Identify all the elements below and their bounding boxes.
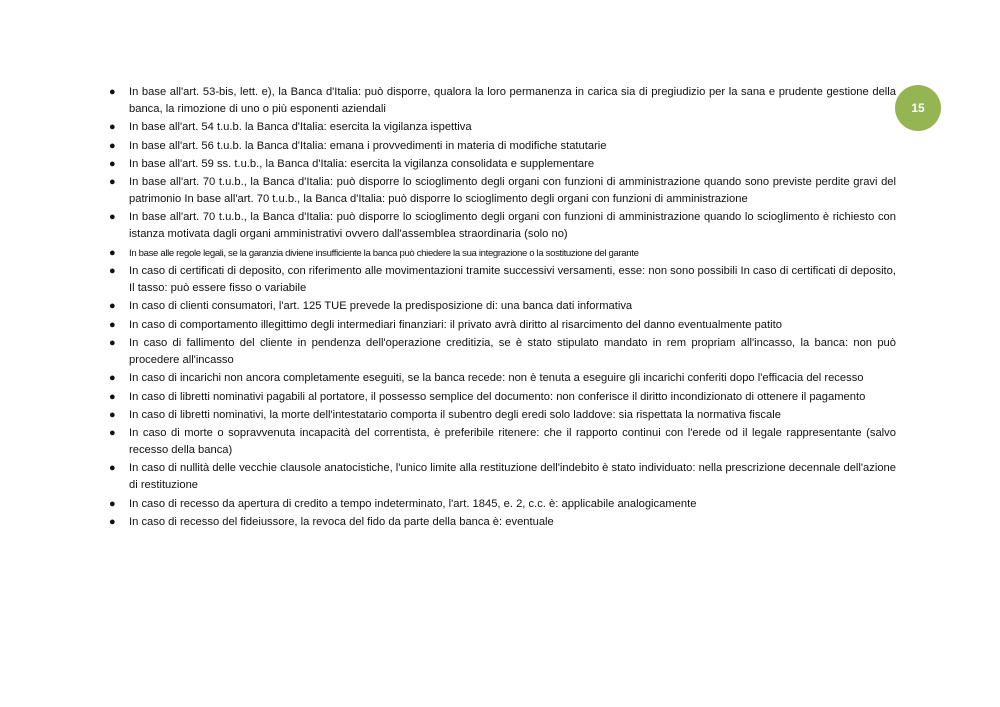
list-item-text: In caso di incarichi non ancora completamente eseguiti, se la banca recede: non è tenuta a eseguire gli incarichi conferiti dopo l'efficacia del recesso <box>129 372 864 385</box>
list-item <box>108 119 896 136</box>
list-item <box>108 84 896 118</box>
list-item <box>108 514 896 531</box>
list-item-text: In caso di recesso da apertura di credito a tempo indeterminato, l'art. 1845, e. 2, c.c. è: applicabile analogicamente <box>129 497 697 510</box>
list-item <box>108 245 896 262</box>
list-item <box>108 389 896 406</box>
list-item <box>108 317 896 334</box>
page-number-badge: 15 <box>895 85 941 131</box>
list-item-text: In base all'art. 70 t.u.b., la Banca d'Italia: può disporre lo scioglimento degli organi con funzioni di amministrazione quando lo scioglimento è richiesto con istanza motivata dagli organi amministrativi ovvero dall'assemblea straordinaria (solo no) <box>129 211 896 241</box>
bullet-icon: ● <box>109 139 116 152</box>
list-item <box>108 209 896 243</box>
list-item-text: In caso di certificati di deposito, con riferimento alle movimentazioni tramite successivi versamenti, esse: non sono possibili In caso di certificati di deposito, Il tasso: può essere fisso o variabile <box>129 265 896 295</box>
list-item-text: In base alle regole legali, se la garanzia diviene insufficiente la banca può chiedere la sua integrazione o la sostituzione del garante <box>129 247 639 259</box>
bullet-icon: ● <box>109 497 116 510</box>
bullet-icon: ● <box>109 390 116 403</box>
bullet-icon: ● <box>109 86 116 98</box>
list-item <box>108 460 896 494</box>
list-item-text: In caso di comportamento illegittimo degli intermediari finanziari: il privato avrà diritto al risarcimento del danno eventualmente patito <box>129 318 782 331</box>
list-item-text: In caso di recesso del fideiussore, la revoca del fido da parte della banca è: eventuale <box>129 516 554 529</box>
list-item <box>108 263 896 297</box>
list-item-text: In caso di clienti consumatori, l'art. 125 TUE prevede la predisposizione di: una banca dati informativa <box>129 300 633 313</box>
bullet-icon: ● <box>109 372 116 385</box>
bullet-icon: ● <box>109 318 116 331</box>
list-item <box>108 335 896 369</box>
list-item <box>108 156 896 173</box>
list-item-text: In base all'art. 54 t.u.b. la Banca d'Italia: esercita la vigilanza ispettiva <box>129 121 472 134</box>
bullet-icon: ● <box>109 157 116 170</box>
list-item-text: In caso di fallimento del cliente in pendenza dell'operazione creditizia, se è stato stipulato mandato in rem propriam all'incasso, la banca: non può procedere all'incasso <box>129 336 896 366</box>
bullet-icon: ● <box>109 121 116 134</box>
list-item-text: In base all'art. 59 ss. t.u.b., la Banca d'Italia: esercita la vigilanza consolidata e supplementare <box>129 157 595 170</box>
list-item <box>108 496 896 513</box>
bullet-list <box>108 84 896 532</box>
bullet-icon: ● <box>109 300 116 313</box>
list-item-text: In caso di nullità delle vecchie clausole anatocistiche, l'unico limite alla restituzione dell'indebito è stato individuato: nella prescrizione decennale dell'azione di restituzione <box>129 462 896 492</box>
bullet-icon: ● <box>109 246 116 259</box>
bullet-icon: ● <box>109 516 116 529</box>
list-item-text: In base all'art. 53-bis, lett. e), la Banca d'Italia: può disporre, qualora la loro permanenza in carica sia di pregiudizio per la sana e prudente gestione della banca, la rimozione di uno o più esponenti aziendali <box>129 86 896 115</box>
bullet-icon: ● <box>109 265 116 278</box>
bullet-icon: ● <box>109 462 116 475</box>
list-item <box>108 370 896 387</box>
bullet-icon: ● <box>109 427 116 440</box>
list-item <box>108 425 896 459</box>
list-item-text: In caso di libretti nominativi, la morte dell'intestatario comporta il subentro degli eredi solo laddove: sia rispettata la normativa fiscale <box>129 408 781 421</box>
list-item <box>108 407 896 424</box>
list-item-text: In caso di morte o sopravvenuta incapacità del correntista, è preferibile ritenere: che il rapporto continui con l'erede od il legale rappresentante (salvo recesso della banca) <box>129 427 896 457</box>
bullet-icon: ● <box>109 176 116 189</box>
list-item-text: In base all'art. 70 t.u.b., la Banca d'Italia: può disporre lo scioglimento degli organi con funzioni di amministrazione quando sono previste perdite gravi del patrimonio In base all'art. 70 t.u.b., la Banca d'Italia: può disporre lo scioglimento degli organi con funzioni di amministrazione <box>129 176 896 206</box>
list-item <box>108 174 896 208</box>
list-item <box>108 138 896 155</box>
list-item-text: In base all'art. 56 t.u.b. la Banca d'Italia: emana i provvedimenti in materia di modifiche statutarie <box>129 139 607 152</box>
bullet-icon: ● <box>109 211 116 224</box>
bullet-icon: ● <box>109 408 116 421</box>
list-item-text: In caso di libretti nominativi pagabili al portatore, il possesso semplice del documento: non conferisce il diritto incondizionato di ottenere il pagamento <box>129 390 866 403</box>
list-item <box>108 298 896 315</box>
bullet-icon: ● <box>109 336 116 349</box>
